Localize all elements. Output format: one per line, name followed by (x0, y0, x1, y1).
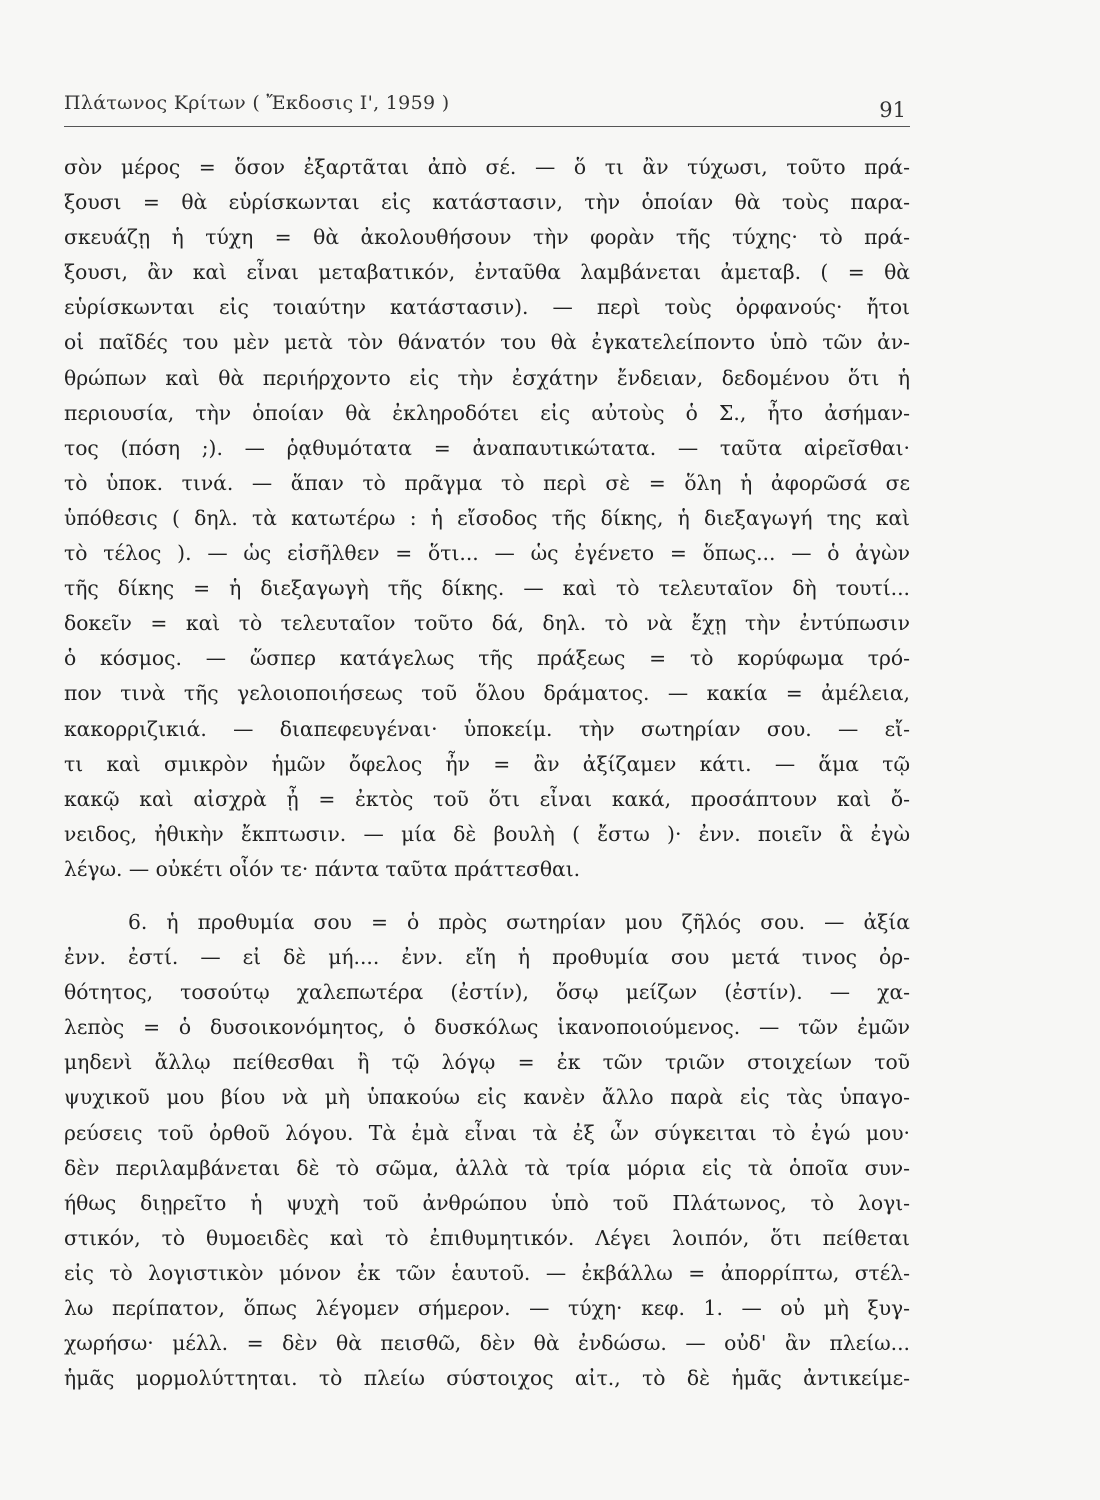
text-line: ξουσι = θὰ εὑρίσκωνται εἰς κατάστασιν, τὴν ὁποίαν θὰ τοὺς παρα- (64, 190, 910, 215)
text-line: λω περίπατον, ὅπως λέγομεν σήμερον. — τύχη· κεφ. 1. — οὐ μὴ ξυγ- (64, 1296, 910, 1320)
text-line: δοκεῖν = καὶ τὸ τελευταῖον τοῦτο δά, δηλ. τὸ νὰ ἔχῃ τὴν ἐντύπωσιν (64, 611, 910, 636)
running-header (64, 92, 910, 127)
text-line: εἰς τὸ λογιστικὸν μόνον ἐκ τῶν ἑαυτοῦ. — ἐκβάλλω = ἀπορρίπτω, στέλ- (64, 1260, 910, 1285)
text-line: στικόν, τὸ θυμοειδὲς καὶ τὸ ἐπιθυμητικόν. Λέγει λοιπόν, ὅτι πείθεται (64, 1225, 910, 1250)
text-line: ὁ κόσμος. — ὥσπερ κατάγελως τῆς πράξεως = τὸ κορύφωμα τρό- (64, 646, 910, 671)
text-line: τῆς δίκης = ἡ διεξαγωγὴ τῆς δίκης. — καὶ τὸ τελευταῖον δὴ τουτί... (64, 576, 910, 601)
text-line: θρώπων καὶ θὰ περιήρχοντο εἰς τὴν ἐσχάτην ἔνδειαν, δεδομένου ὅτι ἡ (64, 365, 910, 390)
page-number: 91 (879, 98, 906, 122)
text-line: σὸν μέρος = ὅσον ἐξαρτᾶται ἀπὸ σέ. — ὅ τι ἂν τύχωσι, τοῦτο πρά- (64, 155, 910, 179)
text-line: ξουσι, ἂν καὶ εἶναι μεταβατικόν, ἐνταῦθα λαμβάνεται ἀμεταβ. ( = θὰ (64, 260, 910, 285)
text-line: ψυχικοῦ μου βίου νὰ μὴ ὑπακούω εἰς κανὲν ἄλλο παρὰ εἰς τὰς ὑπαγο- (64, 1085, 910, 1110)
text-line: εὑρίσκωνται εἰς τοιαύτην κατάστασιν). — περὶ τοὺς ὀρφανούς· ἤτοι (64, 295, 910, 320)
text-line: οἱ παῖδές του μὲν μετὰ τὸν θάνατόν του θὰ ἐγκατελείποντο ὑπὸ τῶν ἀν- (64, 330, 910, 355)
paragraph-commentary-6 (64, 905, 910, 1396)
text-line: 6. ἡ προθυμία σου = ὁ πρὸς σωτηρίαν μου ζῆλός σου. — ἀξία (128, 909, 910, 934)
paragraph-commentary-5 (64, 150, 910, 887)
text-line: τος (πόση ;). — ῥᾳθυμότατα = ἀναπαυτικώτατα. — ταῦτα αἱρεῖσθαι· (64, 435, 910, 460)
text-line: τὸ ὑποκ. τινά. — ἅπαν τὸ πρᾶγμα τὸ περὶ σὲ = ὅλη ἡ ἀφορῶσά σε (64, 470, 910, 495)
text-line: περιουσία, τὴν ὁποίαν θὰ ἐκληροδότει εἰς αὐτοὺς ὁ Σ., ἦτο ἀσήμαν- (64, 400, 910, 425)
text-line: ήθως διῃρεῖτο ἡ ψυχὴ τοῦ ἀνθρώπου ὑπὸ τοῦ Πλάτωνος, τὸ λογι- (64, 1190, 910, 1215)
text-line: λεπὸς = ὁ δυσοικονόμητος, ὁ δυσκόλως ἱκανοποιούμενος. — τῶν ἐμῶν (64, 1015, 910, 1040)
text-line: πον τινὰ τῆς γελοιοποιήσεως τοῦ ὅλου δράματος. — κακία = ἀμέλεια, (64, 681, 910, 706)
text-line: κακῷ καὶ αἰσχρὰ ᾖ = ἐκτὸς τοῦ ὅτι εἶναι κακά, προσάπτουν καὶ ὄ- (64, 786, 910, 811)
text-line: ὑπόθεσις ( δηλ. τὰ κατωτέρω : ἡ εἴσοδος τῆς δίκης, ἡ διεξαγωγή της καὶ (64, 505, 910, 530)
text-line: δὲν περιλαμβάνεται δὲ τὸ σῶμα, ἀλλὰ τὰ τρία μόρια εἰς τὰ ὁποῖα συν- (64, 1155, 910, 1180)
text-line: τὸ τέλος ). — ὡς εἰσῆλθεν = ὅτι... — ὡς ἐγένετο = ὅπως... — ὁ ἀγὼν (64, 541, 910, 566)
text-line: τι καὶ σμικρὸν ἡμῶν ὄφελος ἦν = ἂν ἀξίζαμεν κάτι. — ἅμα τῷ (64, 751, 910, 776)
text-line: λέγω. — οὐκέτι οἷόν τε· πάντα ταῦτα πράττεσθαι. (64, 856, 581, 881)
text-line: ρεύσεις τοῦ ὀρθοῦ λόγου. Τὰ ἐμὰ εἶναι τὰ ἐξ ὧν σύγκειται τὸ ἐγώ μου· (64, 1120, 910, 1145)
text-line: ἡμᾶς μορμολύττηται. τὸ πλείω σύστοιχος αἰτ., τὸ δὲ ἡμᾶς ἀντικείμε- (64, 1366, 910, 1391)
text-line: ἐνν. ἐστί. — εἰ δὲ μή.... ἐνν. εἴη ἡ προθυμία σου μετά τινος ὀρ- (64, 945, 910, 970)
text-line: σκευάζῃ ἡ τύχη = θὰ ἀκολουθήσουν τὴν φορὰν τῆς τύχης· τὸ πρά- (64, 225, 910, 250)
body-text (64, 150, 910, 1396)
text-line: μηδενὶ ἄλλῳ πείθεσθαι ἢ τῷ λόγῳ = ἐκ τῶν τριῶν στοιχείων τοῦ (64, 1050, 910, 1075)
running-title: Πλάτωνος Κρίτων ( Ἔκδοσις Ι', 1959 ) (64, 92, 450, 114)
text-line: χωρήσω· μέλλ. = δὲν θὰ πεισθῶ, δὲν θὰ ἐνδώσω. — οὐδ' ἂν πλείω... (64, 1331, 910, 1356)
text-line: θότητος, τοσούτῳ χαλεπωτέρα (ἐστίν), ὅσῳ μείζων (ἐστίν). — χα- (64, 980, 910, 1005)
text-line: νειδος, ἠθικὴν ἔκπτωσιν. — μία δὲ βουλὴ ( ἔστω )· ἐνν. ποιεῖν ἃ ἐγὼ (64, 821, 910, 846)
text-line: κακορριζικιά. — διαπεφευγέναι· ὑποκείμ. τὴν σωτηρίαν σου. — εἴ- (64, 716, 910, 741)
